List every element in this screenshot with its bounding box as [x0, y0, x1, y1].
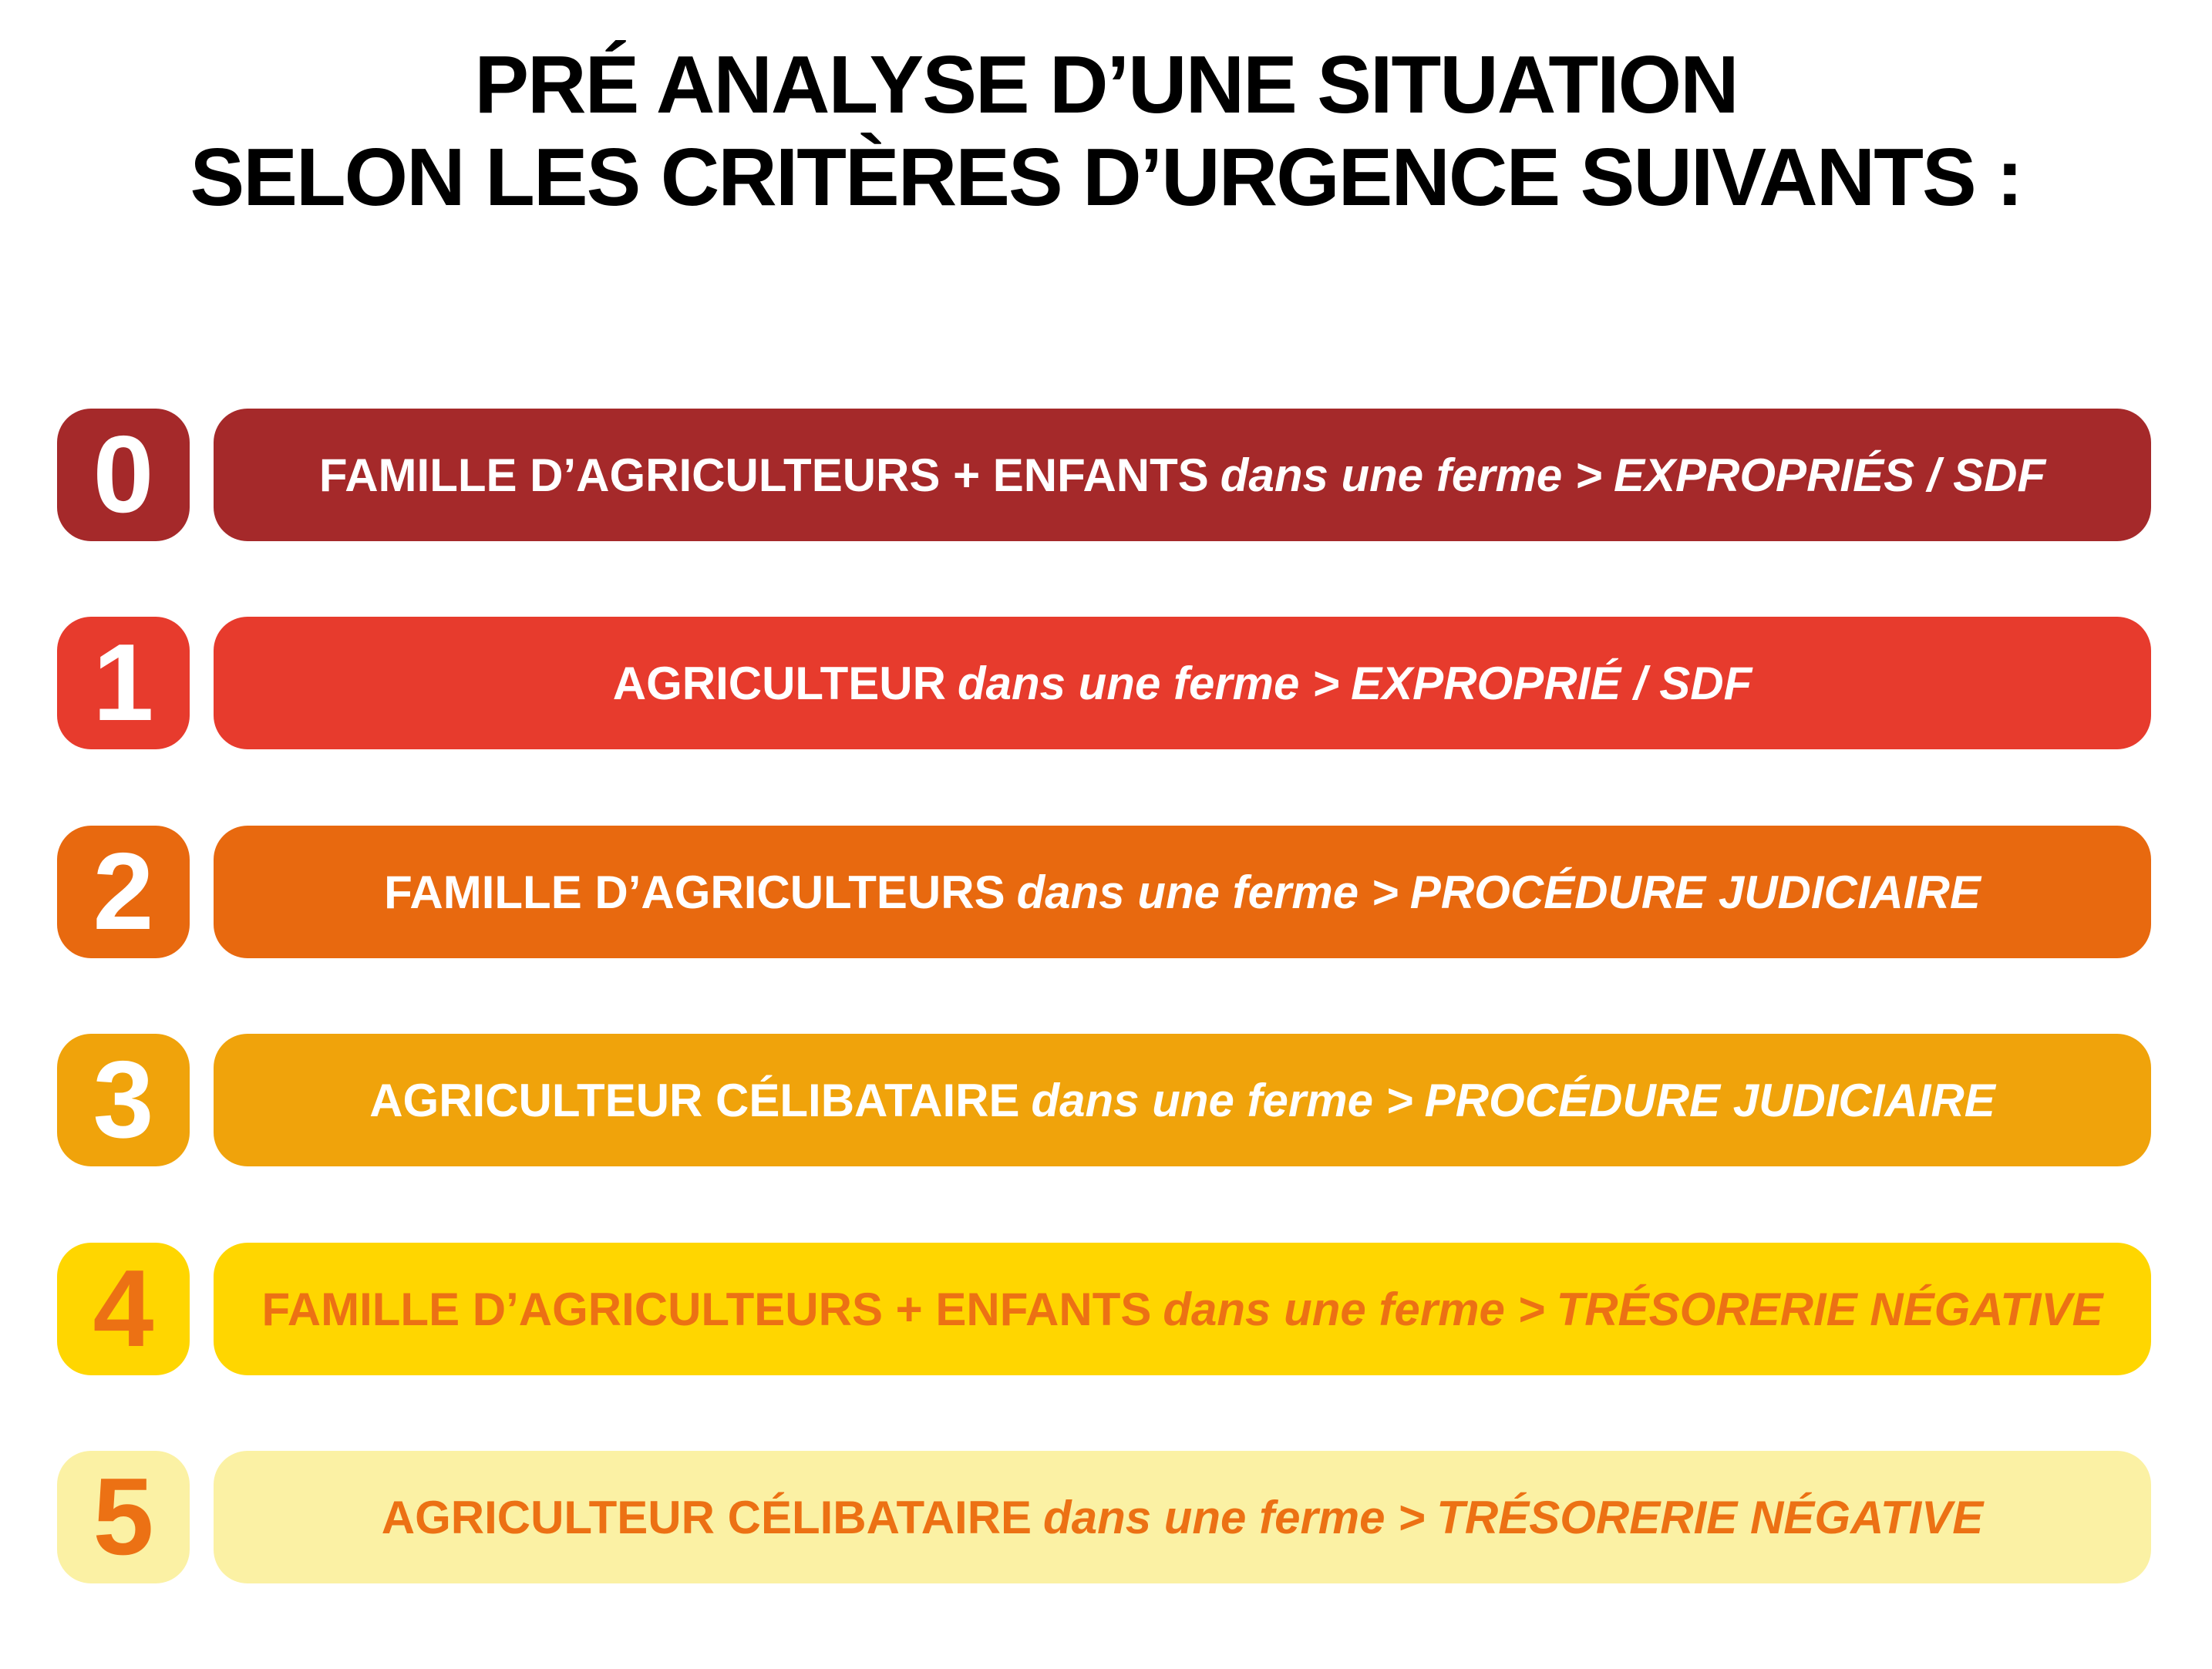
criteria-context: dans une ferme > [957, 657, 1340, 709]
urgency-row-3 [57, 1034, 2151, 1166]
level-badge-0 [57, 409, 190, 541]
urgency-row-4 [57, 1243, 2151, 1375]
level-number: 3 [93, 1038, 154, 1161]
criteria-bar-4 [214, 1243, 2151, 1375]
criteria-context: dans une ferme > [1043, 1491, 1426, 1543]
criteria-bar-5 [214, 1451, 2151, 1583]
level-badge-4 [57, 1243, 190, 1375]
level-number: 2 [93, 830, 154, 953]
page-title [0, 39, 2212, 224]
criteria-context: dans une ferme > [1163, 1283, 1545, 1335]
criteria-subject: FAMILLE D’AGRICULTEURS + ENFANTS [318, 449, 1209, 501]
urgency-row-5 [57, 1451, 2151, 1583]
urgency-row-1 [57, 617, 2151, 749]
criteria-outcome: EXPROPRIÉS / SDF [1613, 449, 2046, 501]
criteria-subject: AGRICULTEUR CÉLIBATAIRE [381, 1491, 1032, 1543]
urgency-row-2 [57, 826, 2151, 958]
criteria-outcome: TRÉSORERIE NÉGATIVE [1436, 1491, 1984, 1543]
criteria-outcome: TRÉSORERIE NÉGATIVE [1556, 1283, 2103, 1335]
criteria-subject: FAMILLE D’AGRICULTEURS [384, 866, 1005, 918]
criteria-outcome: PROCÉDURE JUDICIAIRE [1424, 1074, 1995, 1126]
page-title-line2: SELON LES CRITÈRES D’URGENCE SUIVANTS : [190, 132, 2022, 223]
level-number: 4 [93, 1247, 154, 1370]
level-number: 0 [93, 413, 154, 536]
criteria-subject: AGRICULTEUR [612, 657, 946, 709]
level-badge-2 [57, 826, 190, 958]
criteria-context: dans une ferme > [1220, 449, 1602, 501]
criteria-bar-1 [214, 617, 2151, 749]
criteria-outcome: EXPROPRIÉ / SDF [1351, 657, 1752, 709]
level-number: 5 [93, 1455, 154, 1578]
criteria-subject: FAMILLE D’AGRICULTEURS + ENFANTS [261, 1283, 1152, 1335]
level-badge-1 [57, 617, 190, 749]
level-badge-3 [57, 1034, 190, 1166]
page-title-line1: PRÉ ANALYSE D’UNE SITUATION [474, 39, 1738, 130]
criteria-subject: AGRICULTEUR CÉLIBATAIRE [369, 1074, 1020, 1126]
urgency-row-0 [57, 409, 2151, 541]
level-number: 1 [93, 621, 154, 744]
criteria-bar-0 [214, 409, 2151, 541]
criteria-outcome: PROCÉDURE JUDICIAIRE [1409, 866, 1981, 918]
criteria-context: dans une ferme > [1031, 1074, 1413, 1126]
criteria-context: dans une ferme > [1016, 866, 1399, 918]
level-badge-5 [57, 1451, 190, 1583]
criteria-bar-2 [214, 826, 2151, 958]
criteria-bar-3 [214, 1034, 2151, 1166]
